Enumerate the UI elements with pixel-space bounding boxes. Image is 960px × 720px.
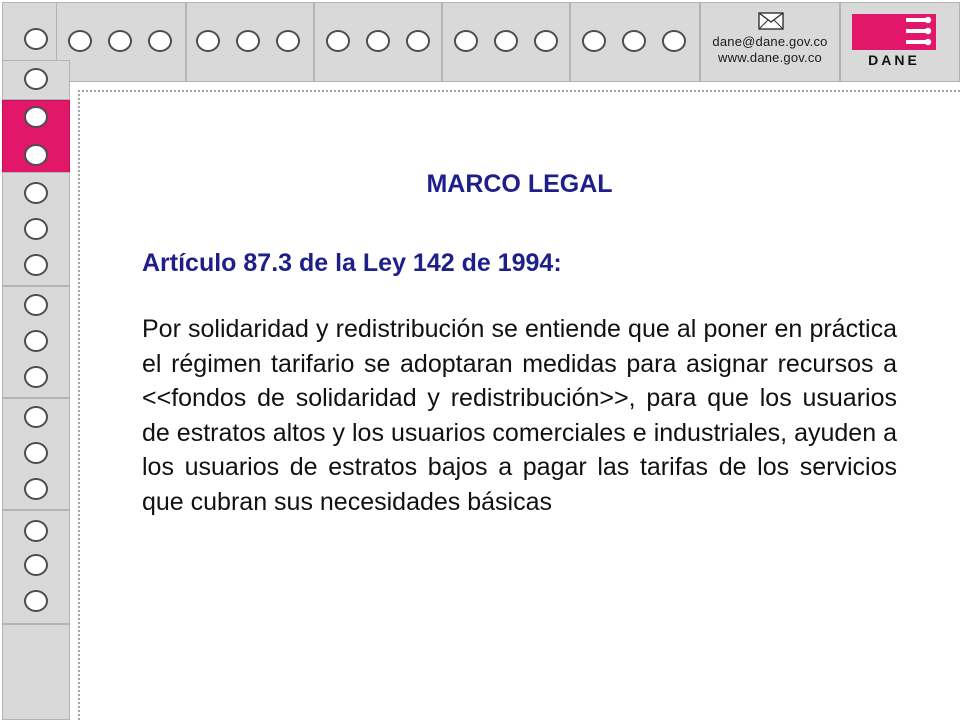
dotted-divider-vertical [78, 90, 80, 720]
frame-dot [24, 28, 48, 50]
frame-dot [68, 30, 92, 52]
frame-dot [24, 218, 48, 240]
frame-dot [24, 330, 48, 352]
frame-cell [2, 624, 70, 720]
contact-email[interactable]: dane@dane.gov.co [712, 34, 828, 49]
frame-dot [24, 68, 48, 90]
frame-dot [366, 30, 390, 52]
envelope-icon [758, 12, 784, 30]
frame-dot [24, 478, 48, 500]
frame-dot [622, 30, 646, 52]
frame-dot [326, 30, 350, 52]
frame-dot [24, 254, 48, 276]
frame-dot [196, 30, 220, 52]
dane-logo-text: DANE [868, 52, 920, 68]
frame-dot [24, 294, 48, 316]
left-frame-band [0, 60, 72, 720]
frame-dot [582, 30, 606, 52]
frame-dot [406, 30, 430, 52]
frame-dot [24, 442, 48, 464]
frame-dot [24, 406, 48, 428]
frame-dot [534, 30, 558, 52]
frame-dot [148, 30, 172, 52]
frame-dot [276, 30, 300, 52]
dotted-divider-horizontal [78, 90, 960, 92]
frame-dot [24, 182, 48, 204]
frame-dot [454, 30, 478, 52]
slide-subtitle: Artículo 87.3 de la Ley 142 de 1994: [142, 249, 562, 277]
frame-dot [24, 144, 48, 166]
frame-dot [236, 30, 260, 52]
frame-dot [24, 520, 48, 542]
slide-content [142, 170, 897, 519]
frame-dot [24, 590, 48, 612]
slide-title: MARCO LEGAL [426, 170, 613, 198]
frame-dot [108, 30, 132, 52]
contact-website[interactable]: www.dane.gov.co [718, 50, 822, 65]
frame-dot [24, 106, 48, 128]
frame-dot [24, 366, 48, 388]
slide-body-text: Por solidaridad y redistribución se entiende que al poner en práctica el régimen tarifario se adoptaran medidas para asignar recursos a <<fondos de solidaridad y redistribución>>, para que los usuarios de estratos altos y los usuarios comerciales e industriales, ayuden a los usuarios de estratos bajos a pagar las tarifas de los servicios que cubran sus necesidades básicas [142, 315, 897, 516]
frame-dot [662, 30, 686, 52]
frame-dot [24, 554, 48, 576]
frame-dot [494, 30, 518, 52]
